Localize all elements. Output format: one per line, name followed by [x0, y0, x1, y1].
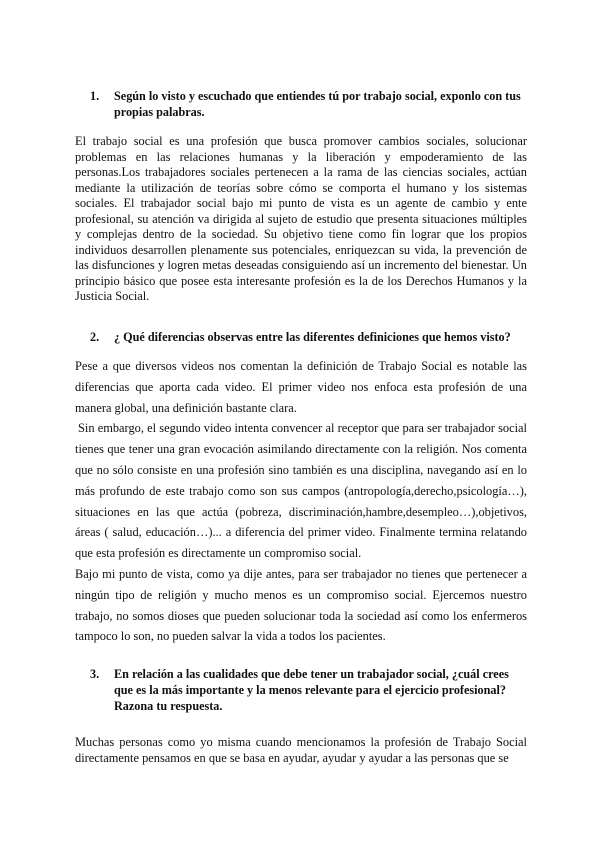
question-2: [90, 329, 530, 345]
answer-1: El trabajo social es una profesión que busca promover cambios sociales, solucionar problemas en las relaciones humanas y la liberación y empoderamiento de las personas.Los trabajadores sociales pertenecen a la rama de las ciencias sociales, actúan mediante la utilización de teorías sobre cómo se comporta el humano y los sistemas sociales. El trabajador social bajo mi punto de vista es un agente de cambio y ente profesional, su atención va dirigida al sujeto de estudio que presenta situaciones múltiples y complejas dentro de la sociedad. Su objetivo tiene como fin lograr que los propios individuos desarrollen plenamente sus potenciales, enriquezcan su vida, la prevención de las disfunciones y logren metas deseadas consiguiendo así un incremento del bienestar. Un principio básico que posee esta interesante profesión es la de los Derechos Humanos y la Justicia Social.: [75, 134, 527, 303]
question-3: [90, 666, 530, 714]
question-text: En relación a las cualidades que debe tener un trabajador social, ¿cuál crees que es la más importante y la menos relevante para el ejercicio profesional? Razona tu respuesta.: [114, 667, 509, 713]
question-1: [90, 88, 530, 120]
question-number: 3.: [90, 667, 100, 681]
question-text: ¿ Qué diferencias observas entre las diferentes definiciones que hemos visto?: [114, 330, 511, 344]
question-text: Según lo visto y escuchado que entiendes tú por trabajo social, exponlo con tus propias palabras.: [114, 89, 521, 119]
question-number: 2.: [90, 330, 100, 344]
answer-2-paragraph: Pese a que diversos videos nos comentan la definición de Trabajo Social es notable las diferencias que aporta cada video. El primer video nos enfoca esta profesión de una manera global, una definición bastante clara.: [75, 359, 527, 415]
answer-2-paragraph: Bajo mi punto de vista, como ya dije antes, para ser trabajador no tienes que pertenecer a ningún tipo de religión y mucho menos es un compromiso social. Ejercemos nuestro trabajo, no somos dioses que pueden solucionar toda la sociedad así como los enfermeros tampoco lo son, no pueden salvar la vida a todos los pacientes.: [75, 566, 527, 644]
answer-3: Muchas personas como yo misma cuando mencionamos la profesión de Trabajo Social directamente pensamos en que se basa en ayudar, ayudar y ayudar a las personas que se: [75, 735, 527, 765]
answer-2-paragraph: Sin embargo, el segundo video intenta convencer al receptor que para ser trabajador social tienes que tener una gran evocación asimilando directamente con la religión. Nos comenta que no sólo consiste en una profesión sino también es una disciplina, navegando así en lo más profundo de este trabajo como son sus campos (antropología,derecho,psicología…), situaciones en las que actúa (pobreza, discriminación,hambre,desempleo…),objetivos, áreas ( salud, educación…)... a diferencia del primer video. Finalmente termina relatando que esta profesión es directamente un compromiso social.: [75, 421, 527, 561]
answer-2: [75, 356, 527, 647]
question-number: 1.: [90, 89, 100, 103]
